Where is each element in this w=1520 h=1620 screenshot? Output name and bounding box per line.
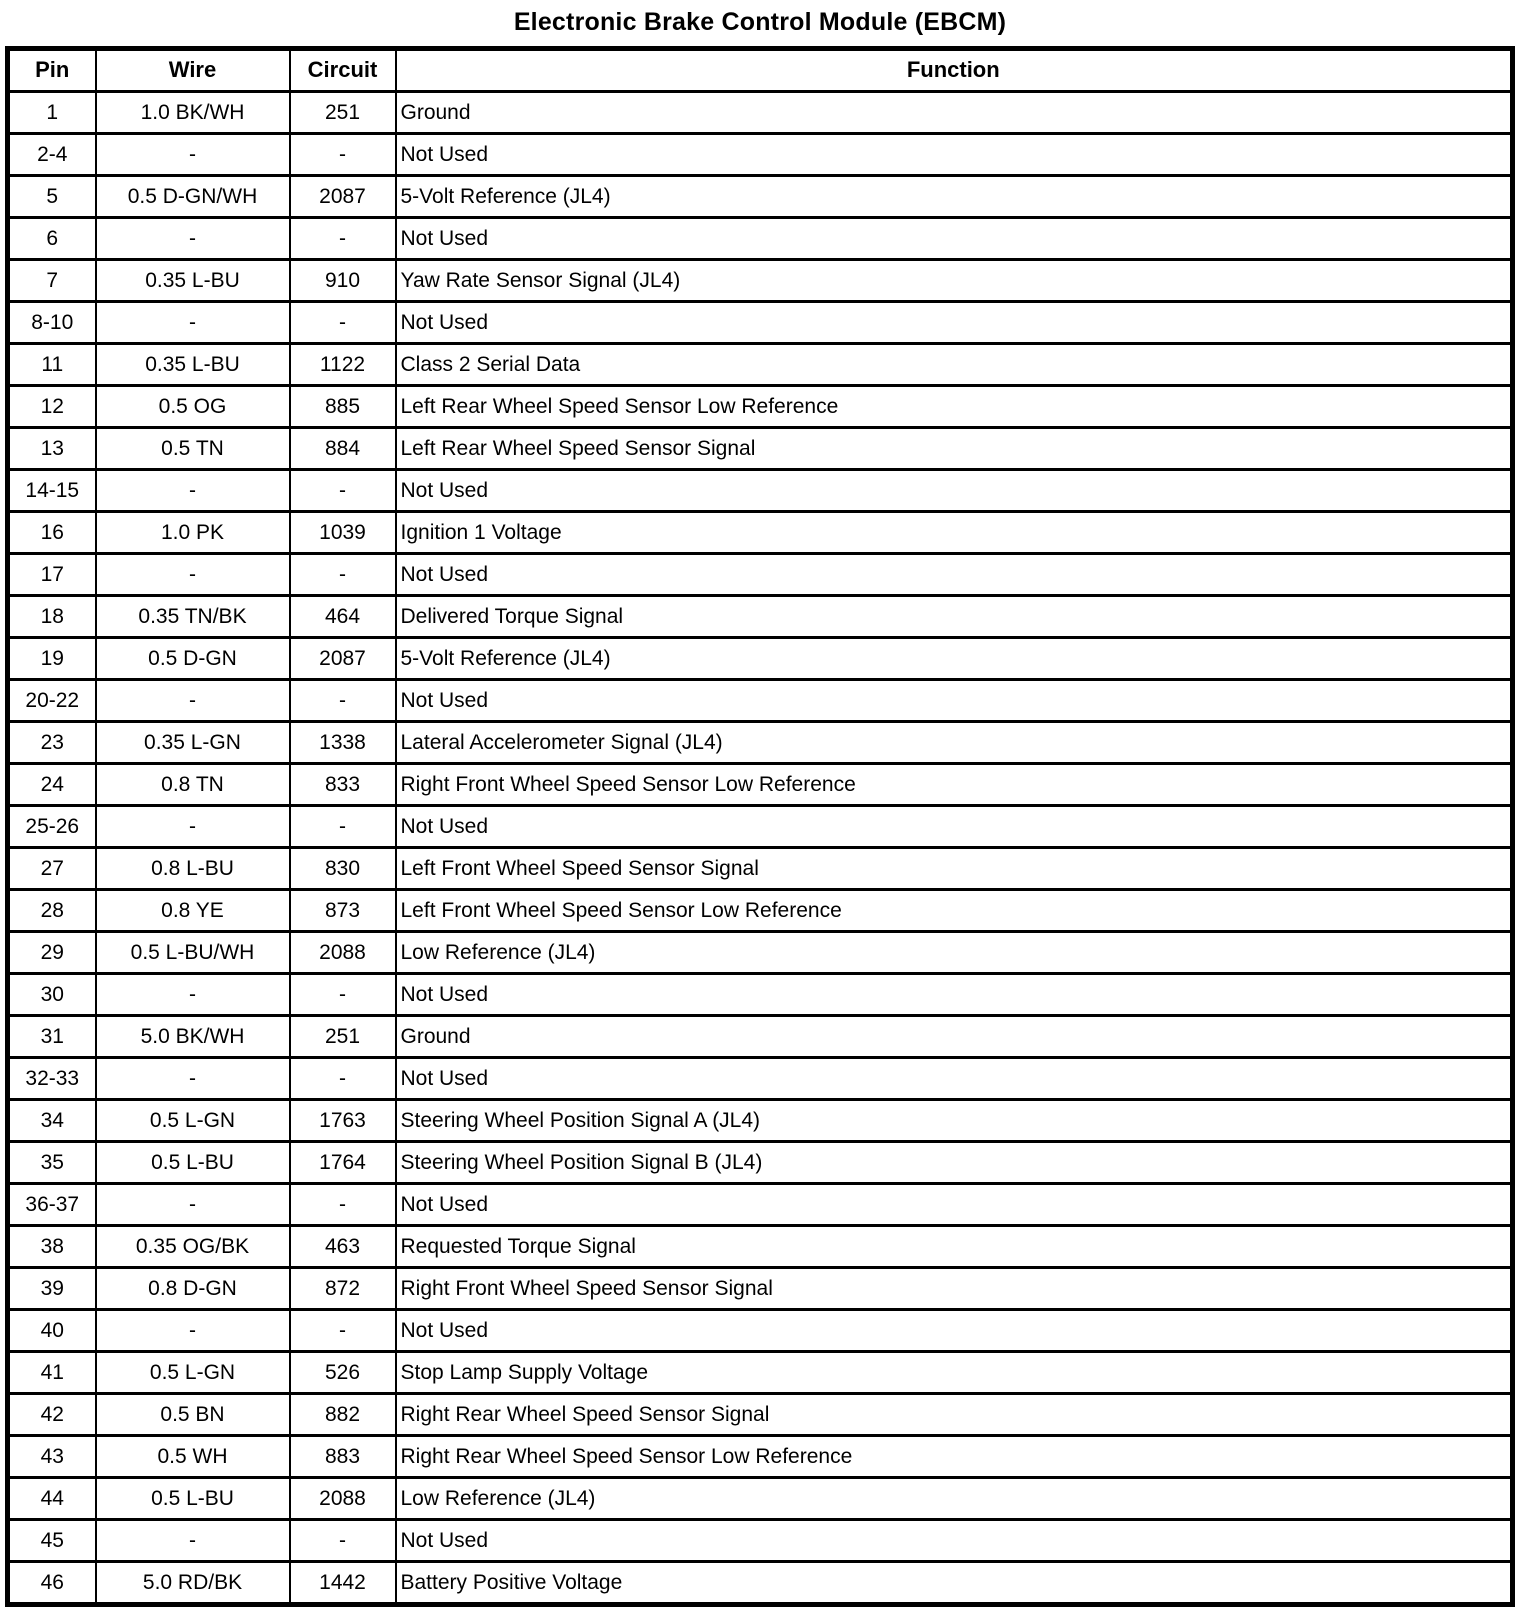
circuit-cell: 251 (290, 92, 396, 134)
wire-cell: 1.0 BK/WH (96, 92, 290, 134)
pin-cell: 28 (8, 890, 96, 932)
circuit-cell: 463 (290, 1226, 396, 1268)
table-row (8, 848, 1513, 890)
table-row (8, 638, 1513, 680)
pin-cell: 46 (8, 1562, 96, 1605)
circuit-cell: 526 (290, 1352, 396, 1394)
wire-cell: 0.5 D-GN (96, 638, 290, 680)
table-row (8, 1268, 1513, 1310)
pin-cell: 42 (8, 1394, 96, 1436)
circuit-cell: 2088 (290, 1478, 396, 1520)
circuit-cell: - (290, 806, 396, 848)
function-cell: Ground (396, 1016, 1513, 1058)
circuit-cell: - (290, 974, 396, 1016)
circuit-cell: - (290, 1184, 396, 1226)
table-row (8, 1478, 1513, 1520)
table-row (8, 1562, 1513, 1605)
pin-cell: 30 (8, 974, 96, 1016)
wire-cell: - (96, 680, 290, 722)
circuit-cell: 1442 (290, 1562, 396, 1605)
function-cell: Steering Wheel Position Signal A (JL4) (396, 1100, 1513, 1142)
wire-cell: 0.35 L-BU (96, 344, 290, 386)
function-cell: Not Used (396, 218, 1513, 260)
circuit-cell: 873 (290, 890, 396, 932)
table-row (8, 722, 1513, 764)
table-row (8, 806, 1513, 848)
function-cell: Not Used (396, 1520, 1513, 1562)
function-cell: Left Rear Wheel Speed Sensor Low Reference (396, 386, 1513, 428)
function-cell: Low Reference (JL4) (396, 932, 1513, 974)
pin-cell: 24 (8, 764, 96, 806)
function-cell: Ignition 1 Voltage (396, 512, 1513, 554)
pin-cell: 18 (8, 596, 96, 638)
function-cell: Delivered Torque Signal (396, 596, 1513, 638)
pin-cell: 14-15 (8, 470, 96, 512)
table-row (8, 1016, 1513, 1058)
circuit-cell: 2087 (290, 638, 396, 680)
function-cell: Right Rear Wheel Speed Sensor Signal (396, 1394, 1513, 1436)
table-row (8, 176, 1513, 218)
pin-cell: 45 (8, 1520, 96, 1562)
pin-cell: 6 (8, 218, 96, 260)
function-cell: Not Used (396, 554, 1513, 596)
function-cell: Left Rear Wheel Speed Sensor Signal (396, 428, 1513, 470)
header-function: Function (396, 49, 1513, 92)
circuit-cell: 1039 (290, 512, 396, 554)
pin-cell: 36-37 (8, 1184, 96, 1226)
wire-cell: 0.35 L-BU (96, 260, 290, 302)
table-row (8, 344, 1513, 386)
pin-cell: 27 (8, 848, 96, 890)
function-cell: Not Used (396, 1058, 1513, 1100)
circuit-cell: 1122 (290, 344, 396, 386)
wire-cell: 0.5 D-GN/WH (96, 176, 290, 218)
function-cell: Battery Positive Voltage (396, 1562, 1513, 1605)
table-row (8, 596, 1513, 638)
pin-cell: 25-26 (8, 806, 96, 848)
function-cell: Stop Lamp Supply Voltage (396, 1352, 1513, 1394)
function-cell: 5-Volt Reference (JL4) (396, 176, 1513, 218)
function-cell: Lateral Accelerometer Signal (JL4) (396, 722, 1513, 764)
circuit-cell: - (290, 470, 396, 512)
wire-cell: - (96, 1310, 290, 1352)
table-row (8, 260, 1513, 302)
function-cell: Left Front Wheel Speed Sensor Signal (396, 848, 1513, 890)
function-cell: Not Used (396, 302, 1513, 344)
pin-cell: 38 (8, 1226, 96, 1268)
circuit-cell: 872 (290, 1268, 396, 1310)
pin-cell: 20-22 (8, 680, 96, 722)
table-row (8, 1184, 1513, 1226)
wire-cell: - (96, 554, 290, 596)
table-row (8, 890, 1513, 932)
pin-cell: 39 (8, 1268, 96, 1310)
pin-cell: 40 (8, 1310, 96, 1352)
pin-cell: 5 (8, 176, 96, 218)
circuit-cell: 464 (290, 596, 396, 638)
header-circuit: Circuit (290, 49, 396, 92)
function-cell: Not Used (396, 680, 1513, 722)
pin-cell: 35 (8, 1142, 96, 1184)
function-cell: Right Front Wheel Speed Sensor Signal (396, 1268, 1513, 1310)
circuit-cell: 251 (290, 1016, 396, 1058)
wire-cell: 0.8 D-GN (96, 1268, 290, 1310)
wire-cell: 5.0 RD/BK (96, 1562, 290, 1605)
circuit-cell: 910 (290, 260, 396, 302)
function-cell: Not Used (396, 974, 1513, 1016)
wire-cell: - (96, 1184, 290, 1226)
circuit-cell: 1763 (290, 1100, 396, 1142)
pin-cell: 34 (8, 1100, 96, 1142)
function-cell: 5-Volt Reference (JL4) (396, 638, 1513, 680)
function-cell: Ground (396, 92, 1513, 134)
table-row (8, 218, 1513, 260)
table-row (8, 1100, 1513, 1142)
wire-cell: 0.5 OG (96, 386, 290, 428)
wire-cell: - (96, 1058, 290, 1100)
circuit-cell: 885 (290, 386, 396, 428)
table-row (8, 764, 1513, 806)
circuit-cell: 2087 (290, 176, 396, 218)
wire-cell: - (96, 302, 290, 344)
table-row (8, 302, 1513, 344)
wire-cell: 0.8 TN (96, 764, 290, 806)
wire-cell: - (96, 1520, 290, 1562)
table-row (8, 974, 1513, 1016)
table-row (8, 1520, 1513, 1562)
table-row (8, 1394, 1513, 1436)
page-title: Electronic Brake Control Module (EBCM) (513, 8, 1007, 36)
wire-cell: 1.0 PK (96, 512, 290, 554)
pin-cell: 16 (8, 512, 96, 554)
pin-cell: 29 (8, 932, 96, 974)
wire-cell: 0.5 WH (96, 1436, 290, 1478)
table-row (8, 1142, 1513, 1184)
circuit-cell: - (290, 680, 396, 722)
wire-cell: 0.5 L-BU (96, 1142, 290, 1184)
function-cell: Right Front Wheel Speed Sensor Low Reference (396, 764, 1513, 806)
circuit-cell: - (290, 1310, 396, 1352)
function-cell: Requested Torque Signal (396, 1226, 1513, 1268)
pin-cell: 11 (8, 344, 96, 386)
wire-cell: 0.5 L-GN (96, 1352, 290, 1394)
circuit-cell: 830 (290, 848, 396, 890)
circuit-cell: - (290, 1520, 396, 1562)
pin-cell: 31 (8, 1016, 96, 1058)
table-row (8, 554, 1513, 596)
wire-cell: - (96, 218, 290, 260)
table-row (8, 512, 1513, 554)
function-cell: Not Used (396, 470, 1513, 512)
wire-cell: - (96, 806, 290, 848)
table-row (8, 1058, 1513, 1100)
wire-cell: 0.8 L-BU (96, 848, 290, 890)
table-row (8, 1226, 1513, 1268)
ebcm-pinout-table (5, 46, 1515, 1607)
wire-cell: - (96, 470, 290, 512)
wire-cell: 0.5 TN (96, 428, 290, 470)
pin-cell: 13 (8, 428, 96, 470)
pin-cell: 44 (8, 1478, 96, 1520)
pin-cell: 43 (8, 1436, 96, 1478)
pin-cell: 32-33 (8, 1058, 96, 1100)
circuit-cell: - (290, 218, 396, 260)
circuit-cell: 883 (290, 1436, 396, 1478)
circuit-cell: 2088 (290, 932, 396, 974)
wire-cell: 0.5 L-BU/WH (96, 932, 290, 974)
header-wire: Wire (96, 49, 290, 92)
pin-cell: 17 (8, 554, 96, 596)
wire-cell: 0.5 L-GN (96, 1100, 290, 1142)
function-cell: Class 2 Serial Data (396, 344, 1513, 386)
table-row (8, 92, 1513, 134)
pin-cell: 12 (8, 386, 96, 428)
function-cell: Left Front Wheel Speed Sensor Low Reference (396, 890, 1513, 932)
table-row (8, 134, 1513, 176)
circuit-cell: 884 (290, 428, 396, 470)
table-row (8, 1436, 1513, 1478)
wire-cell: 0.35 OG/BK (96, 1226, 290, 1268)
table-row (8, 386, 1513, 428)
function-cell: Not Used (396, 134, 1513, 176)
pin-cell: 7 (8, 260, 96, 302)
wire-cell: 0.8 YE (96, 890, 290, 932)
table-row (8, 680, 1513, 722)
wire-cell: 5.0 BK/WH (96, 1016, 290, 1058)
header-row (8, 49, 1513, 92)
function-cell: Steering Wheel Position Signal B (JL4) (396, 1142, 1513, 1184)
table-row (8, 470, 1513, 512)
table-row (8, 1310, 1513, 1352)
circuit-cell: 833 (290, 764, 396, 806)
pin-cell: 23 (8, 722, 96, 764)
circuit-cell: - (290, 302, 396, 344)
wire-cell: - (96, 974, 290, 1016)
circuit-cell: - (290, 1058, 396, 1100)
wire-cell: 0.5 L-BU (96, 1478, 290, 1520)
pin-cell: 2-4 (8, 134, 96, 176)
pin-cell: 19 (8, 638, 96, 680)
function-cell: Not Used (396, 1310, 1513, 1352)
circuit-cell: - (290, 134, 396, 176)
wire-cell: 0.35 TN/BK (96, 596, 290, 638)
wire-cell: 0.5 BN (96, 1394, 290, 1436)
pin-cell: 1 (8, 92, 96, 134)
function-cell: Not Used (396, 1184, 1513, 1226)
circuit-cell: - (290, 554, 396, 596)
table-row (8, 1352, 1513, 1394)
header-pin: Pin (8, 49, 96, 92)
function-cell: Right Rear Wheel Speed Sensor Low Reference (396, 1436, 1513, 1478)
circuit-cell: 1764 (290, 1142, 396, 1184)
wire-cell: 0.35 L-GN (96, 722, 290, 764)
table-row (8, 932, 1513, 974)
function-cell: Not Used (396, 806, 1513, 848)
circuit-cell: 882 (290, 1394, 396, 1436)
function-cell: Low Reference (JL4) (396, 1478, 1513, 1520)
function-cell: Yaw Rate Sensor Signal (JL4) (396, 260, 1513, 302)
wire-cell: - (96, 134, 290, 176)
circuit-cell: 1338 (290, 722, 396, 764)
table-row (8, 428, 1513, 470)
pin-cell: 8-10 (8, 302, 96, 344)
pin-cell: 41 (8, 1352, 96, 1394)
